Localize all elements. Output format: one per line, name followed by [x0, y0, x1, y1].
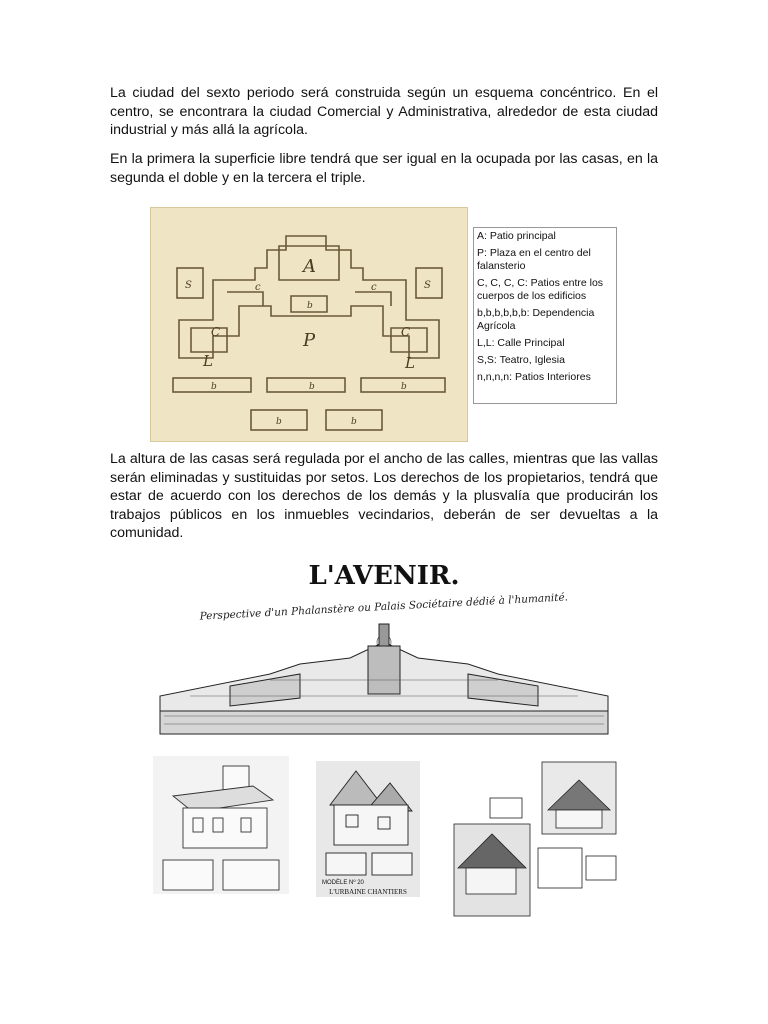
plan-label-b-6: b [307, 301, 313, 311]
plan-label-l-left: L [203, 352, 213, 370]
engraving-subtitle: Perspective d'un Phalanstère ou Palais Sociétaire dédié à l'humanité. [199, 591, 569, 623]
legend-item-c: C, C, C, C: Patios entre los cuerpos de los edificios [477, 277, 604, 302]
plan-label-b-1: b [276, 417, 282, 427]
plan-label-s-left: S [185, 280, 192, 291]
plan-label-b-4: b [401, 382, 407, 392]
plan-label-b-2: b [351, 417, 357, 427]
legend-item-n: n,n,n,n: Patios Interiores [477, 371, 591, 383]
plan-label-c-left: C [211, 325, 221, 339]
engraving-drawing [150, 546, 618, 744]
plan-legend [473, 227, 617, 404]
plan-drawing [151, 208, 467, 441]
legend-item-b: b,b,b,b,b,b: Dependencia Agrícola [477, 307, 595, 332]
chalet-drawings-image [452, 760, 618, 920]
plan-label-a: A [303, 256, 316, 277]
model-house-drawing [316, 761, 420, 897]
model-caption: MODÈLE Nº 20 [322, 880, 364, 886]
engraving-title: L'AVENIR. [308, 561, 460, 591]
phalanstery-plan-image [150, 207, 468, 442]
plan-label-c-top-left: c [255, 282, 261, 293]
villa-drawing [153, 756, 289, 894]
chalet-drawings [452, 760, 618, 920]
plan-label-c-top-right: c [371, 282, 377, 293]
legend-item-s: S,S: Teatro, Iglesia [477, 354, 565, 366]
plan-label-p: P [303, 330, 316, 351]
model-house-image [316, 761, 420, 897]
legend-item-l: L,L: Calle Principal [477, 337, 565, 349]
paragraph-intro: La ciudad del sexto periodo será construida según un esquema concéntrico. En el centro, se encontrara la ciudad Comercial y Administrativa, alrededor de esta ciudad industrial y más allá la agrícola. [110, 85, 658, 138]
plan-label-l-right: L [405, 354, 415, 372]
plan-label-b-3: b [309, 382, 315, 392]
paragraph-height-rights: La altura de las casas será regulada por el ancho de las calles, mientras que las vallas serán eliminadas y sustituidas por setos. Los derechos de los propietarios, tendrá que estar de acuerdo con los derechos de los demás y la plusvalía que producirán los trabajos públicos en los inmuebles vecindarios, deberán de ser devueltas a la comunidad. [110, 451, 658, 541]
plan-label-s-right: S [424, 280, 431, 291]
legend-item-a: A: Patio principal [477, 230, 556, 242]
model-footer: L'URBAINE CHANTIERS [329, 888, 407, 896]
plan-label-b-5: b [211, 382, 217, 392]
legend-item-p: P: Plaza en el centro del falansterio [477, 247, 591, 272]
plan-label-c-right: C [401, 325, 411, 339]
villa-drawing-image [153, 756, 289, 894]
avenir-engraving-image [150, 546, 618, 744]
paragraph-surface: En la primera la superficie libre tendrá que ser igual en la ocupada por las casas, en la segunda el doble y en la tercera el triple. [110, 151, 658, 186]
